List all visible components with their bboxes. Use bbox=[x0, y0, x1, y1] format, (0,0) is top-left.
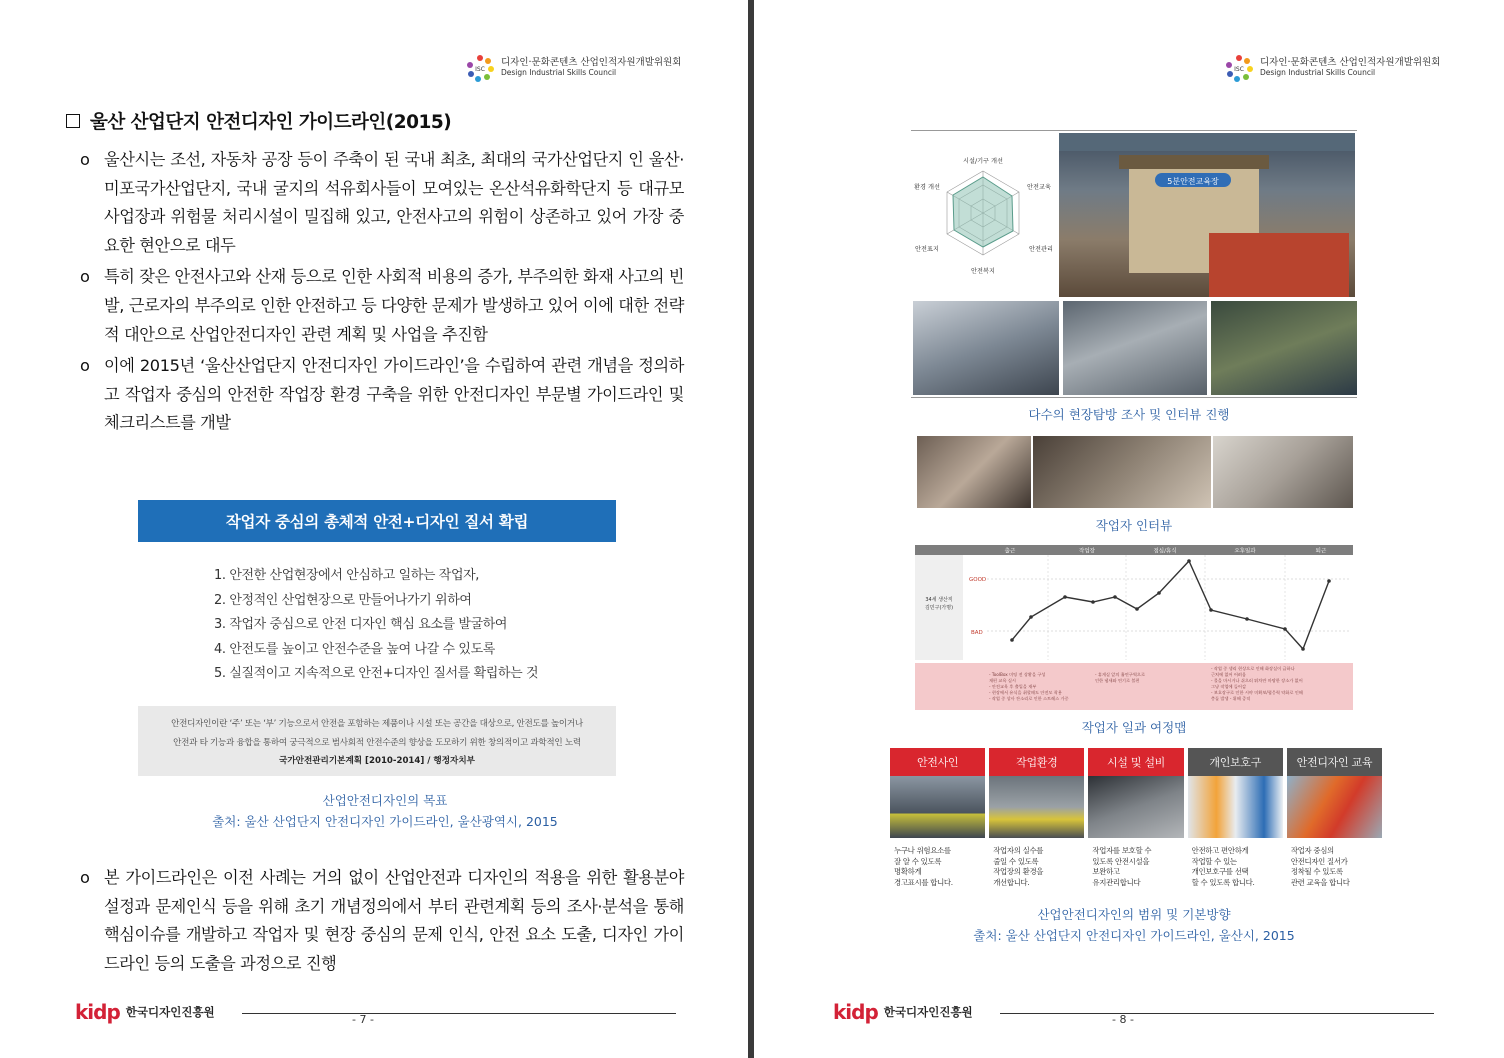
scope-column bbox=[1188, 748, 1283, 896]
isc-logo-icon bbox=[1224, 54, 1254, 82]
journey-note: 재편 교육 실시 bbox=[989, 678, 1016, 683]
caption-title: 산업안전디자인의 범위 및 기본방향 bbox=[1037, 907, 1231, 922]
shipyard-photo bbox=[1063, 301, 1207, 395]
section-title-text: 울산 산업단지 안전디자인 가이드라인(2015) bbox=[90, 112, 452, 133]
isc-badge-text: ISC bbox=[475, 66, 485, 73]
page-number: - 8 - bbox=[1112, 1013, 1134, 1026]
journey-note: 근처에 없어 어려움 bbox=[1211, 672, 1247, 677]
scope-column bbox=[989, 748, 1084, 896]
org-name-en: Design Industrial Skills Council bbox=[501, 68, 617, 78]
journey-note: - 휴게실 앞의 흡연구역으로 bbox=[1095, 672, 1146, 677]
journey-note: - 물을 마시거나 쉬으러 뛰차만 마땅한 장소가 없어 bbox=[1211, 678, 1303, 683]
goal-item: 5. 실질적이고 지속적으로 안전+디자인 질서를 확립하는 것 bbox=[214, 666, 539, 681]
education-booth-photo bbox=[1059, 133, 1355, 297]
scope-photo bbox=[1188, 776, 1283, 838]
journey-note: - 안전교육 후 출입을 재부 bbox=[989, 684, 1037, 689]
kidp-logo: kidp bbox=[833, 1000, 878, 1024]
journey-note: - ToolBox 미팅 전 상황을 구성 bbox=[989, 672, 1046, 677]
caption-source: 출처: 울산 산업단지 안전디자인 가이드라인, 울산광역시, 2015 bbox=[212, 814, 558, 829]
scope-photo bbox=[1088, 776, 1183, 838]
bullet-item bbox=[78, 263, 684, 349]
kidp-name: 한국디자인진흥원 bbox=[883, 1005, 973, 1019]
journey-note: - 현장에서 유식을 취할때도 안전모 착용 bbox=[989, 690, 1062, 695]
bullet-item bbox=[78, 864, 684, 978]
circle-bullet-icon: o bbox=[80, 150, 90, 169]
circle-bullet-icon: o bbox=[80, 356, 90, 376]
bullet-item bbox=[78, 146, 684, 260]
definition-line: 안전디자인이란 ‘주’ 또는 ‘부’ 기능으로서 안전을 포함하는 제품이나 시설 또는 공간을 대상으로, 안전도를 높이거나 bbox=[171, 719, 583, 729]
scope-text: 작업자 중심의 안전디자인 질서가 정착될 수 있도록 관련 교육을 합니다 bbox=[1290, 846, 1350, 887]
site-survey-photos bbox=[911, 130, 1357, 398]
org-name-ko: 디자인·문화콘텐츠 산업인적자원개발위원회 bbox=[501, 57, 682, 69]
bullet-text: 특히 잦은 안전사고와 산재 등으로 인한 사회적 비용의 증가, 부주의한 화재 사고의 빈발, 근로자의 부주의로 인한 안전하고 등 다양한 문제가 발생하고 있어 이에 대한 전략적 대안으로 산업안전디자인 관련 계획 및 사업을 추진함 bbox=[104, 267, 684, 344]
kidp-name: 한국디자인진흥원 bbox=[125, 1005, 215, 1019]
scope-title: 안전사인 bbox=[890, 748, 985, 776]
caption-title: 산업안전디자인의 목표 bbox=[322, 793, 448, 808]
journey-stage: 오후일과 bbox=[1234, 548, 1256, 555]
interview-photo bbox=[917, 436, 1031, 508]
caption-interview: 작업자 인터뷰 bbox=[1095, 518, 1173, 533]
definition-source: 국가안전관리기본계획 [2010-2014] / 행정자치부 bbox=[279, 756, 475, 766]
caption-scope bbox=[969, 904, 1299, 946]
footer-logo bbox=[75, 1000, 215, 1024]
isc-badge-text: ISC bbox=[1234, 66, 1244, 73]
goal-list bbox=[138, 542, 616, 687]
radar-label: 안전복지 bbox=[971, 268, 995, 275]
scope-column bbox=[890, 748, 985, 896]
journey-persona: 34세 생산직 bbox=[925, 597, 953, 603]
footer-rule bbox=[242, 1013, 676, 1014]
org-name-en: Design Industrial Skills Council bbox=[1260, 68, 1376, 78]
safety-design-goal-figure bbox=[138, 500, 616, 776]
org-name-ko: 디자인·문화콘텐츠 산업인적자원개발위원회 bbox=[1260, 57, 1441, 69]
booth-sign-text: 5분안전교육장 bbox=[1167, 177, 1219, 186]
scope-text: 작업자의 실수를 줄일 수 있도록 작업장의 환경을 개선합니다. bbox=[993, 846, 1044, 887]
bullet-text: 이에 2015년 ‘울산산업단지 안전디자인 가이드라인’을 수립하여 관련 개념을 정의하고 작업자 중심의 안전한 작업장 환경 구축을 위한 안전디자인 부문별 가이드라인 및 체크리스트를 개발 bbox=[104, 356, 684, 433]
bullet-list bbox=[78, 146, 684, 441]
scope-photo bbox=[1287, 776, 1382, 838]
workshop-photo bbox=[1211, 301, 1357, 395]
org-header bbox=[465, 54, 681, 82]
journey-note: 그냥 작업에 들어감 bbox=[1211, 684, 1247, 689]
radar-label: 시설/기구 개선 bbox=[963, 158, 1003, 165]
footer-rule bbox=[1000, 1013, 1434, 1014]
scope-title: 개인보호구 bbox=[1188, 748, 1283, 776]
scope-photo bbox=[989, 776, 1084, 838]
radar-label: 안전표지 bbox=[915, 246, 939, 253]
bullet-text: 본 가이드라인은 이전 사례는 거의 없이 산업안전과 디자인의 적용을 위한 활용분야 설정과 문제인식 등을 위해 초기 개념정의에서 부터 관련계획 등의 조사·분석을 통해 핵심이슈를 개발하고 작업자 및 현장 중심의 문제 인식, 안전 요소 도출, 디자인 가이드라인 등의 도출을 과정으로 진행 bbox=[104, 868, 684, 973]
goal-item: 2. 안정적인 산업현장으로 만들어나가기 위하여 bbox=[214, 592, 472, 608]
worker-interview-photos bbox=[917, 436, 1353, 508]
journey-note: 인한 냄새와 연기로 불편 bbox=[1095, 678, 1140, 683]
figure-caption bbox=[150, 790, 620, 832]
scope-title: 작업환경 bbox=[989, 748, 1084, 776]
journey-persona: 김민구(가명) bbox=[924, 605, 954, 611]
section-title bbox=[66, 108, 451, 134]
scope-column bbox=[1287, 748, 1382, 896]
interview-photo bbox=[1033, 436, 1211, 508]
scope-title: 시설 및 설비 bbox=[1088, 748, 1183, 776]
caption-journey: 작업자 일과 여정맵 bbox=[1081, 720, 1187, 735]
journey-stage: 퇴근 bbox=[1315, 548, 1327, 555]
factory-wall-photo bbox=[913, 301, 1059, 395]
circle-bullet-icon: o bbox=[80, 267, 90, 287]
scope-text: 안전하고 편안하게 작업할 수 있는 개인보호구를 선택 할 수 있도록 합니다. bbox=[1191, 846, 1255, 887]
journey-good-label: GOOD bbox=[969, 577, 987, 583]
worker-journey-map bbox=[915, 545, 1353, 710]
footer-logo bbox=[833, 1000, 973, 1024]
radar-label: 안전교육 bbox=[1027, 184, 1051, 191]
journey-note: - 작업 중 상사 잔소리로 인한 스트레스 가중 bbox=[989, 696, 1069, 701]
isc-logo-icon bbox=[465, 54, 495, 82]
radar-chart bbox=[911, 133, 1055, 297]
org-header bbox=[1224, 54, 1440, 82]
scope-text: 작업자를 보호할 수 있도록 안전시설을 보완하고 유지관리합니다 bbox=[1092, 846, 1152, 887]
radar-label: 안전관리 bbox=[1029, 246, 1053, 253]
bullet-text: 울산시는 조선, 자동차 공장 등이 주축이 된 국내 최초, 최대의 국가산업단지 인 울산·미포국가산업단지, 국내 굴지의 석유회사들이 모여있는 온산석유화학단지 등 대규모 사업장과 위험물 처리시설이 밀집해 있고, 안전사고의 위험이 상존하고 있어 가장 중요한 현안으로 대두 bbox=[104, 150, 684, 255]
journey-stage: 작업장 bbox=[1079, 548, 1095, 555]
page-8 bbox=[754, 0, 1504, 1058]
journey-note: 충돌 발생 - 위해 증적 bbox=[1211, 696, 1251, 701]
square-bullet-icon bbox=[66, 114, 80, 128]
caption-source: 출처: 울산 산업단지 안전디자인 가이드라인, 울산시, 2015 bbox=[973, 928, 1295, 943]
caption-survey: 다수의 현장탐방 조사 및 인터뷰 진행 bbox=[1028, 407, 1230, 422]
goal-banner: 작업자 중심의 총체적 안전+디자인 질서 확립 bbox=[138, 500, 616, 542]
scope-photo bbox=[890, 776, 985, 838]
journey-note: - 작업 중 생리 현상으로 인해 화장실이 급하나 bbox=[1211, 666, 1295, 671]
circle-bullet-icon: o bbox=[80, 868, 90, 887]
scope-text: 누구나 위험요소를 잘 알 수 있도록 명확하게 경고표시를 합니다. bbox=[894, 846, 953, 887]
journey-stage: 점심/휴식 bbox=[1153, 548, 1177, 555]
safety-design-scope bbox=[890, 748, 1382, 896]
journey-note: - 보호장구로 인한 시야 미확보/협응력 약화로 인해 bbox=[1211, 690, 1303, 695]
radar-label: 환경 개선 bbox=[914, 184, 940, 191]
definition-box bbox=[138, 706, 616, 776]
goal-item: 4. 안전도를 높이고 안전수준을 높여 나갈 수 있도록 bbox=[214, 641, 495, 657]
scope-column bbox=[1088, 748, 1183, 896]
definition-line: 안전과 타 기능과 융합을 통하여 궁극적으로 범사회적 안전수준의 향상을 도모하기 위한 창의적이고 과학적인 노력 bbox=[173, 738, 581, 748]
page-number: - 7 - bbox=[352, 1013, 374, 1026]
goal-item: 1. 안전한 산업현장에서 안심하고 일하는 작업자, bbox=[214, 568, 479, 583]
bullet-item bbox=[78, 352, 684, 438]
interview-photo bbox=[1213, 436, 1353, 508]
journey-bad-label: BAD bbox=[971, 630, 983, 636]
bullet-list bbox=[78, 864, 684, 981]
journey-stage: 출근 bbox=[1004, 548, 1016, 555]
goal-item: 3. 작업자 중심으로 안전 디자인 핵심 요소를 발굴하여 bbox=[214, 617, 508, 632]
kidp-logo: kidp bbox=[75, 1000, 120, 1024]
scope-title: 안전디자인 교육 bbox=[1287, 748, 1382, 776]
